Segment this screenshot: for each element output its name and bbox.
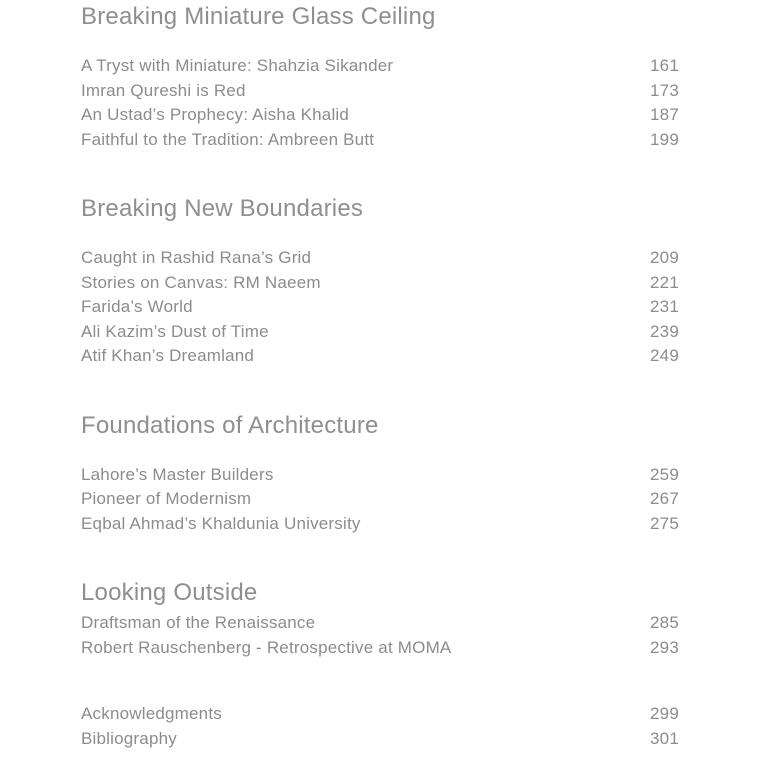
entry-page-number: 209 (650, 248, 679, 267)
entry-title: Caught in Rashid Rana’s Grid (81, 248, 312, 267)
toc-entry (81, 295, 679, 320)
entry-page-number: 187 (650, 105, 679, 124)
entry-title: Stories on Canvas: RM Naeem (81, 272, 321, 292)
section-entries (81, 611, 679, 660)
section-entries (81, 463, 679, 537)
entry-title: Eqbal Ahmad’s Khaldunia University (81, 513, 361, 533)
toc-entry (81, 320, 679, 345)
entry-page-number: 161 (650, 56, 679, 75)
entry-title: Lahore’s Master Builders (81, 464, 274, 484)
entry-page-number: 275 (650, 513, 679, 533)
toc-section-outside (81, 578, 679, 660)
entry-page-number: 239 (650, 321, 679, 341)
section-heading: Breaking New Boundaries (81, 195, 364, 222)
entry-title: Robert Rauschenberg - Retrospective at MOMA (81, 637, 452, 657)
entry-title: A Tryst with Miniature: Shahzia Sikander (81, 56, 394, 75)
toc-entry (81, 636, 679, 661)
entry-page-number: 267 (650, 489, 679, 508)
section-heading: Breaking Miniature Glass Ceiling (81, 3, 436, 30)
toc-entry (81, 103, 679, 128)
toc-section-boundaries (81, 194, 679, 369)
toc-entry (81, 463, 679, 488)
entry-page-number: 221 (650, 272, 679, 292)
toc-section-architecture (81, 411, 679, 537)
toc-entry (81, 702, 679, 727)
entry-title: Atif Khan’s Dreamland (81, 346, 255, 365)
entry-title: Bibliography (81, 728, 177, 748)
section-heading: Foundations of Architecture (81, 411, 379, 439)
section-entries (81, 54, 679, 152)
toc-entry (81, 128, 679, 153)
entry-title: Imran Qureshi is Red (81, 80, 246, 100)
toc-entry (81, 611, 679, 636)
section-entries (81, 246, 679, 369)
entry-title: An Ustad’s Prophecy: Aisha Khalid (81, 105, 350, 124)
entry-page-number: 199 (650, 129, 679, 149)
entry-title: Acknowledgments (81, 704, 222, 723)
toc-entry (81, 271, 679, 296)
backmatter-entries (81, 702, 679, 751)
entry-page-number: 301 (650, 728, 679, 748)
entry-title: Ali Kazim’s Dust of Time (81, 321, 269, 341)
entry-title: Draftsman of the Renaissance (81, 613, 316, 632)
toc-entry (81, 487, 679, 512)
section-heading: Looking Outside (81, 579, 258, 606)
entry-page-number: 173 (650, 80, 679, 100)
entry-page-number: 249 (650, 346, 679, 365)
toc-entry (81, 54, 679, 79)
entry-page-number: 259 (650, 464, 679, 484)
entry-title: Farida’s World (81, 297, 193, 316)
entry-title: Faithful to the Tradition: Ambreen Butt (81, 129, 375, 149)
toc-section-miniature (81, 2, 679, 152)
toc-entry (81, 246, 679, 271)
toc-backmatter (81, 702, 679, 751)
toc-entry (81, 344, 679, 369)
entry-page-number: 285 (650, 613, 679, 632)
entry-title: Pioneer of Modernism (81, 489, 252, 508)
entry-page-number: 231 (650, 297, 679, 316)
toc-entry (81, 79, 679, 104)
toc-entry (81, 727, 679, 752)
entry-page-number: 299 (650, 704, 679, 723)
entry-page-number: 293 (650, 637, 679, 657)
toc-entry (81, 512, 679, 537)
